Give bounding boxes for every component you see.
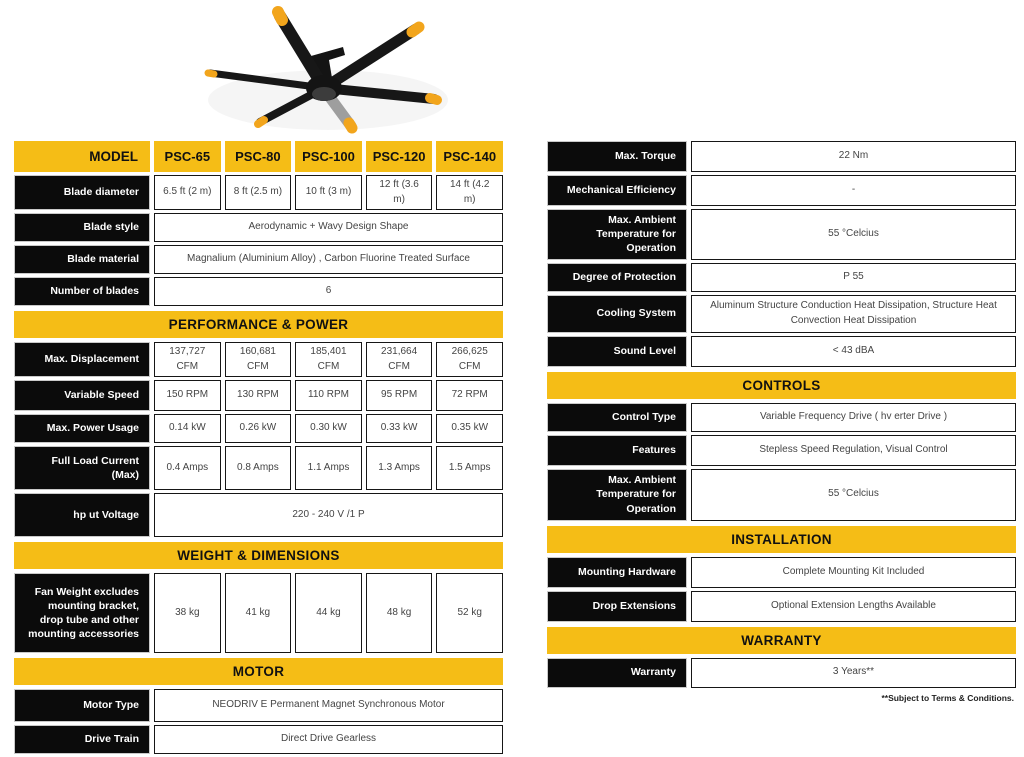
cell-value: 41 kg xyxy=(225,573,292,653)
row-label: Mechanical Efficiency xyxy=(547,175,687,206)
cell-value: 3 Years** xyxy=(691,658,1016,688)
cell-value: 220 - 240 V /1 P xyxy=(154,493,503,537)
section-header-installation: INSTALLATION xyxy=(547,526,1016,553)
model-column-psc-80: PSC-80 xyxy=(225,141,292,172)
cell-value: 1.3 Amps xyxy=(366,446,433,490)
cell-value: 6 xyxy=(154,277,503,306)
section-header-performance-power: PERFORMANCE & POWER xyxy=(14,311,503,338)
cell-value: 150 RPM xyxy=(154,380,221,411)
cell-value: 0.33 kW xyxy=(366,414,433,443)
cell-value: 48 kg xyxy=(366,573,433,653)
cell-value: Stepless Speed Regulation, Visual Control xyxy=(691,435,1016,466)
section-header-weight-dimensions: WEIGHT & DIMENSIONS xyxy=(14,542,503,569)
row-label: Number of blades xyxy=(14,277,150,306)
cell-value: 1.1 Amps xyxy=(295,446,362,490)
terms-footnote: **Subject to Terms & Conditions. xyxy=(881,692,1014,703)
cell-value: 6.5 ft (2 m) xyxy=(154,175,221,210)
table-row-controls-max-ambient xyxy=(547,469,1016,521)
table-row-control-type xyxy=(547,403,1016,432)
table-row-max-ambient-temperature xyxy=(547,209,1016,260)
row-label: Motor Type xyxy=(14,689,150,722)
row-label: Blade diameter xyxy=(14,175,150,210)
row-label: Sound Level xyxy=(547,336,687,367)
cell-value: 22 Nm xyxy=(691,141,1016,172)
cell-value: 44 kg xyxy=(295,573,362,653)
left-spec-column xyxy=(14,141,503,757)
section-header-controls: CONTROLS xyxy=(547,372,1016,399)
cell-value: 55 °Celcius xyxy=(691,469,1016,521)
cell-value: 0.35 kW xyxy=(436,414,503,443)
section-header-warranty: WARRANTY xyxy=(547,627,1016,654)
cell-value: Variable Frequency Drive ( hv erter Drive ) xyxy=(691,403,1016,432)
table-row-blade-diameter xyxy=(14,175,503,210)
cell-value: 231,664 CFM xyxy=(366,342,433,377)
right-spec-column xyxy=(547,141,1016,703)
cell-value: 110 RPM xyxy=(295,380,362,411)
table-row-full-load-current xyxy=(14,446,503,490)
table-row-blade-material xyxy=(14,245,503,274)
row-label: Degree of Protection xyxy=(547,263,687,292)
row-label: Max. Power Usage xyxy=(14,414,150,443)
cell-value: 0.4 Amps xyxy=(154,446,221,490)
cell-value: 137,727 CFM xyxy=(154,342,221,377)
table-row-max-torque xyxy=(547,141,1016,172)
cell-value: Aluminum Structure Conduction Heat Dissipation, Structure Heat Convection Heat Dissipation xyxy=(691,295,1016,333)
models-header-label: MODEL xyxy=(14,141,150,172)
row-label: Control Type xyxy=(547,403,687,432)
table-row-warranty xyxy=(547,658,1016,688)
cell-value: Magnalium (Aluminium Alloy) , Carbon Fluorine Treated Surface xyxy=(154,245,503,274)
models-header-row xyxy=(14,141,503,172)
row-label: Max. Torque xyxy=(547,141,687,172)
hvls-fan-illustration xyxy=(168,0,512,142)
cell-value: P 55 xyxy=(691,263,1016,292)
cell-value: Complete Mounting Kit Included xyxy=(691,557,1016,588)
row-label: Mounting Hardware xyxy=(547,557,687,588)
row-label: Drive Train xyxy=(14,725,150,754)
cell-value: Direct Drive Gearless xyxy=(154,725,503,754)
model-column-psc-140: PSC-140 xyxy=(436,141,503,172)
row-label: Blade material xyxy=(14,245,150,274)
model-column-psc-100: PSC-100 xyxy=(295,141,362,172)
row-label: Max. Ambient Temperature for Operation xyxy=(547,469,687,521)
row-label: Max. Ambient Temperature for Operation xyxy=(547,209,687,260)
row-label: Features xyxy=(547,435,687,466)
fan-image xyxy=(168,0,512,142)
table-row-input-voltage xyxy=(14,493,503,537)
table-row-sound-level xyxy=(547,336,1016,367)
section-header-motor: MOTOR xyxy=(14,658,503,685)
table-row-max-power-usage xyxy=(14,414,503,443)
cell-value: Aerodynamic + Wavy Design Shape xyxy=(154,213,503,242)
table-row-features xyxy=(547,435,1016,466)
table-row-drive-train xyxy=(14,725,503,754)
row-label: hp ut Voltage xyxy=(14,493,150,537)
table-row-cooling-system xyxy=(547,295,1016,333)
row-label: Drop Extensions xyxy=(547,591,687,622)
cell-value: Optional Extension Lengths Available xyxy=(691,591,1016,622)
cell-value: 52 kg xyxy=(436,573,503,653)
table-row-motor-type xyxy=(14,689,503,722)
cell-value: 72 RPM xyxy=(436,380,503,411)
row-label: Full Load Current (Max) xyxy=(14,446,150,490)
row-label: Blade style xyxy=(14,213,150,242)
cell-value: 14 ft (4.2 m) xyxy=(436,175,503,210)
table-row-blade-style xyxy=(14,213,503,242)
row-label: Fan Weight excludes mounting bracket, drop tube and other mounting accessories xyxy=(14,573,150,653)
row-label: Max. Displacement xyxy=(14,342,150,377)
cell-value: 55 °Celcius xyxy=(691,209,1016,260)
table-row-mounting-hardware xyxy=(547,557,1016,588)
cell-value: 10 ft (3 m) xyxy=(295,175,362,210)
table-row-number-of-blades xyxy=(14,277,503,306)
cell-value: 8 ft (2.5 m) xyxy=(225,175,292,210)
cell-value: 0.8 Amps xyxy=(225,446,292,490)
cell-value: 0.30 kW xyxy=(295,414,362,443)
cell-value: 38 kg xyxy=(154,573,221,653)
cell-value: < 43 dBA xyxy=(691,336,1016,367)
cell-value: 95 RPM xyxy=(366,380,433,411)
row-label: Warranty xyxy=(547,658,687,688)
cell-value: 0.14 kW xyxy=(154,414,221,443)
cell-value: 0.26 kW xyxy=(225,414,292,443)
cell-value: NEODRIV E Permanent Magnet Synchronous Motor xyxy=(154,689,503,722)
cell-value: 1.5 Amps xyxy=(436,446,503,490)
cell-value: - xyxy=(691,175,1016,206)
table-row-drop-extensions xyxy=(547,591,1016,622)
cell-value: 130 RPM xyxy=(225,380,292,411)
cell-value: 185,401 CFM xyxy=(295,342,362,377)
model-column-psc-65: PSC-65 xyxy=(154,141,221,172)
row-label: Cooling System xyxy=(547,295,687,333)
cell-value: 12 ft (3.6 m) xyxy=(366,175,433,210)
row-label: Variable Speed xyxy=(14,380,150,411)
cell-value: 160,681 CFM xyxy=(225,342,292,377)
table-row-mechanical-efficiency xyxy=(547,175,1016,206)
table-row-max-displacement xyxy=(14,342,503,377)
table-row-degree-of-protection xyxy=(547,263,1016,292)
cell-value: 266,625 CFM xyxy=(436,342,503,377)
table-row-variable-speed xyxy=(14,380,503,411)
table-row-fan-weight xyxy=(14,573,503,653)
model-column-psc-120: PSC-120 xyxy=(366,141,433,172)
